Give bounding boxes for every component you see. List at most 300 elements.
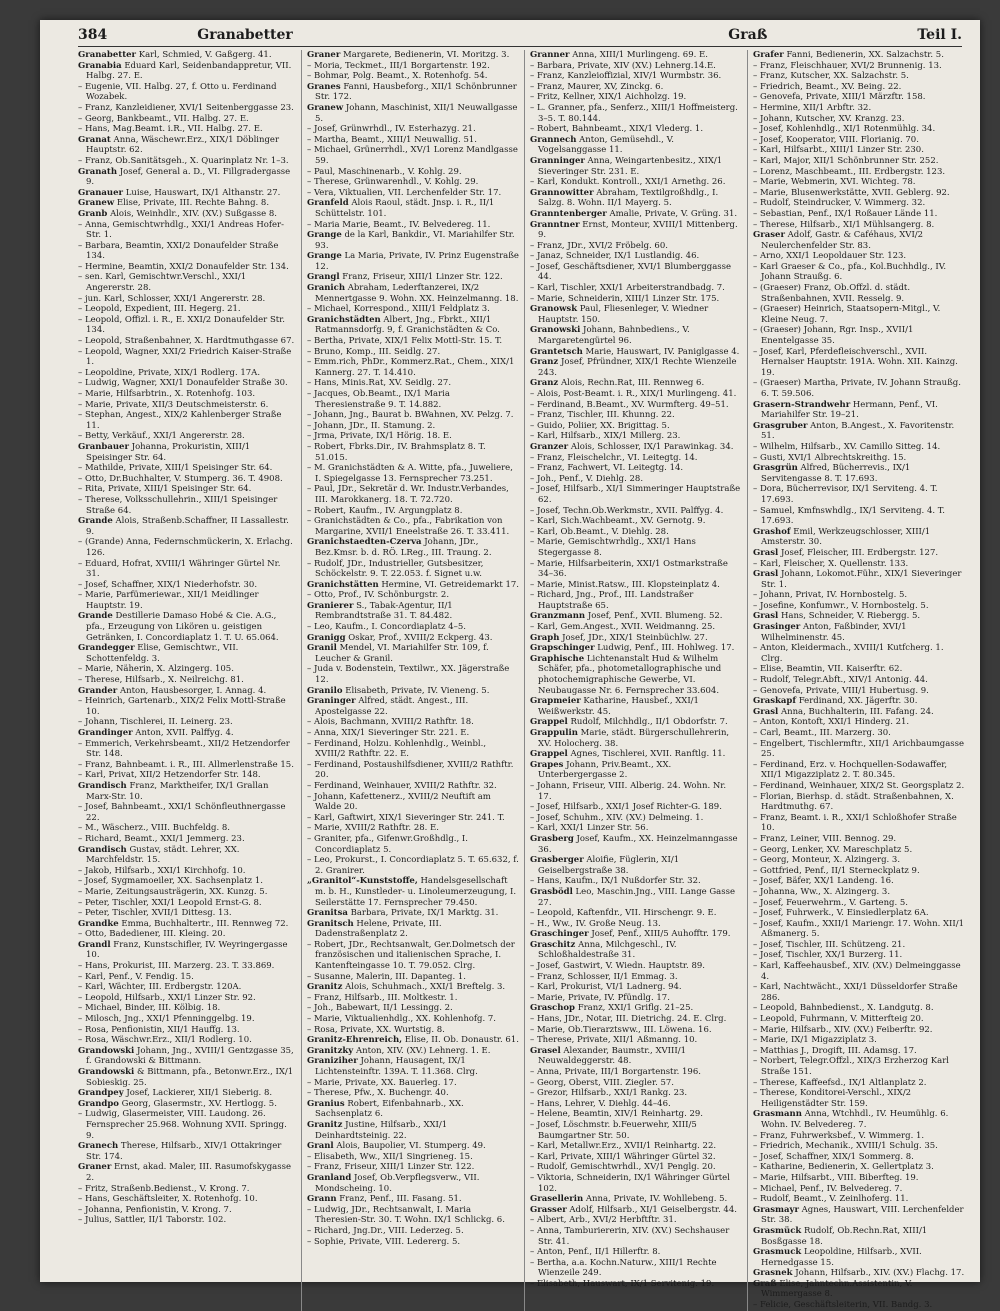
- directory-entry: – Stephan, Angest., XIX/2 Kahlenberger Straße 11.: [78, 410, 282, 431]
- directory-entry: – Marie, Minist.Ratsw., III. Klopsteinplatz 4.: [530, 579, 720, 590]
- directory-page: [40, 20, 980, 1311]
- directory-entry: – Marie, Schneiderin, XIII/1 Linzer Str. 175.: [530, 293, 720, 304]
- directory-entry: Graß Elise, Jahntechn.Assistentin, V. Wimmergasse 8.: [753, 1278, 913, 1300]
- column-3: [524, 50, 747, 1311]
- directory-entry: – Marie, XVIII/2 Rathftr. 28. E.: [307, 823, 439, 834]
- directory-entry: Granninger Anna, Weingartenbesitz., XIX/1 Sieveringer Str. 231. E.: [530, 155, 723, 177]
- directory-entry: – Josef, Gastwirt, V. Wiedn. Hauptstr. 89.: [530, 961, 705, 972]
- directory-entry: – Josef, Hilfsarb., XXI/1 Josef Richter-G. 189.: [530, 802, 722, 813]
- directory-entry: – Dora, Bücherrevisor, IX/1 Serviteng. 4. T. 17.693.: [753, 484, 938, 505]
- directory-entry: – Norbert, Telegr.Offzl., XIX/3 Erzherzog Karl Straße 151.: [753, 1056, 949, 1077]
- directory-entry: – Franz, Fleischelchr., VI. Leitegtg. 14.: [530, 452, 698, 463]
- directory-entry: – Marie, Hilfsarbeiterin, XXI/1 Ostmarkstraße 34–36.: [530, 558, 728, 580]
- directory-entry: – Franz, Bahnbeamt. i. R., III. Allmerlenstraße 15.: [78, 759, 294, 770]
- directory-entry: – Karl, Nachtwächt., XXI/1 Düsseldorfer Straße 286.: [753, 982, 958, 1003]
- directory-entry: – Josef, Karl, Pferdefleischverschl., XVII. Hernalser Hauptstr. 191A. Wohn. XII. Kainzg. 19.: [753, 346, 958, 378]
- directory-entry: Granitsa Barbara, Private, IX/1 Marktg. 31.: [307, 908, 499, 919]
- directory-entry: – Robert, Fbrks.Dir., IV. Brahmsplatz 8. T. 51.015.: [307, 441, 486, 463]
- page-number: 384: [78, 27, 108, 43]
- directory-entry: Granitsch Helene, Private, III. Dadenstraßenplatz 2.: [307, 918, 442, 940]
- directory-entry: – Gottfried, Penf., II/1 Sterneckplatz 9.: [753, 865, 920, 876]
- directory-entry: – Joh., Babewart, II/1 Lessingg. 2.: [307, 1003, 453, 1014]
- directory-entry: Grander Anton, Hausbesorger, I. Annag. 4.: [78, 685, 267, 696]
- directory-entry: Granilo Elisabeth, Private, IV. Vieneng. 5.: [307, 685, 490, 696]
- directory-entry: – Karl, Hilfsarbt., XIII/1 Linzer Str. 230.: [753, 145, 924, 156]
- directory-entry: – Franz, Fleischhauer, XVI/2 Brunnenig. 13.: [753, 60, 942, 71]
- directory-entry: – Richard, Beamt., XXI/1 Jemmerg. 23.: [78, 833, 245, 844]
- directory-entry: Granbauer Johanna, Prokuristin, XIII/1 Speisinger Str. 64.: [78, 441, 251, 463]
- directory-entry: – (Graeser) Martha, Private, IV. Johann Straußg. 6. T. 59.506.: [753, 378, 961, 399]
- directory-entry: – Elisabeth, Hauswart, IX/1 Servitenig. 19.: [530, 1278, 715, 1289]
- directory-entry: – Karl, Kaffeehausbef., XIV. (XV.) Delmeinggasse 4.: [753, 961, 961, 982]
- directory-entry: – Josef, Sygmamoeiler, XX. Sachsenplatz 1.: [78, 876, 263, 887]
- directory-entry: – Johann, Friseur, VIII. Alberig. 24. Wohn. Nr. 17.: [530, 780, 727, 802]
- directory-entry: Granius Robert, Eifenbahnarb., XX. Sachsenplatz 6.: [307, 1098, 464, 1120]
- directory-entry: – Michael, Grünerrhdl., XV/1 Lorenz Mandlgasse 59.: [307, 145, 518, 166]
- directory-entry: Graschop Franz, XXI/1 Griflg. 21–25.: [530, 1003, 694, 1014]
- directory-entry: Granitzky Anton, XIV. (XV.) Lehnerg. 1. E.: [307, 1045, 491, 1056]
- directory-entry: – Karl, Ob.Beamt., V. Diehlg. 28.: [530, 526, 669, 537]
- directory-entry: – Josef, Hilfsarb., XI/1 Simmeringer Hauptstraße 62.: [530, 484, 741, 505]
- directory-entry: – Jacques, Ob.Beamt., IX/1 Maria Theresienstraße 9. T. 14.882.: [307, 389, 450, 410]
- directory-entry: – Johann, Tischlerei, II. Leinerg. 23.: [78, 717, 233, 728]
- directory-entry: – Emmerich, Verkehrsbeamt., XII/2 Hetzendorfer Str. 148.: [78, 738, 290, 760]
- directory-entry: – (Grande) Anna, Federnschmückerin, X. Erlachg. 126.: [78, 537, 293, 558]
- directory-entry: Grasl Josef, Fleischer, III. Erdbergstr. 127.: [753, 547, 939, 558]
- directory-entry: Grasl Johann, Lokomot.Führ., XIX/1 Sieveringer Str. 1.: [753, 569, 962, 590]
- directory-entry: – Sophie, Private, VIII. Ledererg. 5.: [307, 1236, 461, 1247]
- directory-entry: – Marie, Blusenwerkstätte, XVII. Geblerg. 92.: [753, 187, 950, 198]
- directory-entry: – Leopold, Offizl. i. R., E. XXI/2 Donaufelder Str. 134.: [78, 314, 286, 336]
- directory-entry: Granew Johann, Maschinist, XII/1 Neuwallgasse 5.: [307, 102, 518, 124]
- directory-entry: – Guido, Poliier, XX. Brigittag. 5.: [530, 420, 670, 431]
- directory-entry: – Wilhelm, Hilfsarb., XV. Camillo Sitteg. 14.: [753, 441, 941, 452]
- directory-entry: Granauer Luise, Hauswart, IX/1 Althanstr. 27.: [78, 187, 281, 198]
- directory-entry: – Franz, Leiner, VIII. Bennog. 29.: [753, 833, 897, 844]
- directory-entry: – Marie, Private, XII/3 Deutschmeisterstr. 6.: [78, 399, 269, 410]
- directory-entry: – Susanne, Malerin, III. Dapanteg. 1.: [307, 971, 466, 982]
- directory-entry: – Peter, Tischler, XVII/1 Dittesg. 13.: [78, 908, 232, 919]
- directory-entry: – Karl, Sich.Wachbeamt., XV. Gernotg. 9.: [530, 516, 706, 527]
- directory-entry: Grande Destillerie Damaso Hobé & Cie. A.G., pfa., Erzeugung von Likören u. geistigen Getränken, I. Concordiaplatz 1. T. U. 65.064.: [78, 611, 279, 643]
- directory-entry: – M. Granichstädten & A. Witte, pfa., Juweliere, I. Spiegelgasse 13. Fernsprecher 73.251.: [307, 463, 513, 484]
- directory-entry: – Karl, XXI/1 Linzer Str. 56.: [530, 823, 649, 834]
- directory-entry: – Franz, Fuhrwerksbef., V. Wimmerg. 1.: [753, 1130, 925, 1141]
- directory-entry: – Johanna, Ww., X. Alzingerg. 3.: [753, 886, 891, 897]
- directory-entry: Graniziher Johann, Hausagent, IX/1 Lichtensteinftr. 139A. T. 11.368. Clrg.: [307, 1056, 478, 1077]
- directory-entry: – Franz, Ob.Sanitätsgeh., X. Quarinplatz Nr. 1–3.: [78, 155, 289, 166]
- directory-entry: – Carl, Beamt., III. Marzerg. 30.: [753, 728, 891, 738]
- directory-entry: – Karl, Kondukt. Kontroll., XXI/1 Arnethg. 26.: [530, 177, 726, 188]
- directory-entry: Grange La Maria, Private, IV. Prinz Eugenstraße 12.: [307, 251, 519, 272]
- directory-entry: Granigg Oskar, Prof., XVIII/2 Eckperg. 43.: [307, 632, 493, 643]
- directory-entry: – Vera, Viktualien, VII. Lerchenfelder Str. 17.: [307, 187, 502, 198]
- directory-entry: – Grezor, Hilfsarb., XXI/1 Rankg. 23.: [530, 1088, 688, 1099]
- directory-entry: – Felicie, Geschäftsleiterin, VII. Bandg. 3.: [753, 1300, 933, 1311]
- directory-entry: – Therese, Konditorei-Verschl., XIX/2 Heiligenstädter Str. 159.: [753, 1088, 912, 1109]
- directory-entry: Grashof Emil, Werkzeugschlosser, XIII/1 Amsterstr. 30.: [753, 526, 931, 548]
- directory-entry: – Michael, Korrespond., XIII/1 Feldplatz 3.: [307, 304, 490, 315]
- directory-entry: – Robert, Kaufm., IV. Argungplatz 8.: [307, 505, 463, 516]
- directory-entry: – Florian, Bierhsp. d. städt. Straßenbahnen, X. Hardtmuthg. 67.: [753, 791, 954, 813]
- directory-entry: – Viktoria, Schneiderin, IX/1 Währinger Gürtel 102.: [530, 1172, 730, 1194]
- directory-entry: Grangl Franz, Friseur, XIII/1 Linzer Str. 122.: [307, 272, 503, 283]
- directory-entry: Graph Josef, JDr., XIX/1 Steinbüchlw. 27.: [530, 632, 708, 643]
- directory-entry: – Karl, Fleischer, X. Quellenstr. 133.: [753, 558, 909, 569]
- directory-entry: – Helene, Beamtin, XIV/1 Reinhartg. 29.: [530, 1109, 703, 1120]
- directory-entry: – Leopold, Wagner, XXI/2 Friedrich Kaiser-Straße 1.: [78, 346, 292, 368]
- directory-entry: – Franz, Kanzleioffizial, XIV/1 Wurmbstr. 36.: [530, 71, 722, 82]
- directory-entry: – Elise, Beamtin, VII. Kaiserftr. 62.: [753, 664, 903, 675]
- directory-entry: – Granichstädten & Co., pfa., Fabrikation von Margarine, XVII/1 Eneelstraße 26. T. 33.411.: [307, 516, 510, 537]
- running-head-left: Granabetter: [197, 27, 293, 43]
- directory-entry: Granitz-Ehrenreich, Elise, II. Ob. Donaustr. 61.: [307, 1035, 519, 1046]
- directory-entry: Granb Alois, Weinhdlr., XIV. (XV.) Sußgasse 8.: [78, 208, 277, 219]
- directory-entry: „Granitol“-Kunststoffe, Handelsgesellschaft m. b. H., Kunstleder- u. Linoleumerzeugung, I. Seilerstätte 17. Fernsprecher 79.450.: [307, 876, 517, 908]
- directory-entry: Grasellerin Anna, Private, IV. Wohllebeng. 5.: [530, 1194, 728, 1205]
- directory-entry: Grandisch Franz, Marktheifer, IX/1 Grallan Marx-Str. 10.: [78, 780, 269, 802]
- directory-entry: – Engelbert, Tischlermftr., XII/1 Arichbaumgasse 25.: [753, 738, 965, 760]
- directory-entry: – Elisabeth, Ww., XII/1 Singrieneg. 15.: [307, 1151, 473, 1162]
- directory-entry: – Georg, Monteur, X. Alzingerg. 3.: [753, 855, 901, 866]
- directory-entry: – Janaz, Schneider, IX/1 Lustlandig. 46.: [530, 251, 700, 262]
- directory-entry: Granichstätten Hermine, VI. Getreidemarkt 17.: [307, 579, 519, 590]
- directory-entry: – Anna, Gemischtwrhdlg., XXI/1 Andreas Hofer-Str. 1.: [78, 219, 284, 241]
- directory-entry: – Hans, Prokurist, III. Marzerg. 23. T. 33.869.: [78, 961, 275, 972]
- directory-entry: – Josefine, Konfumwr., V. Hornbostelg. 5.: [753, 600, 929, 611]
- directory-entry: – Robert, JDr., Rechtsanwalt, Ger.Dolmetsch der französischen und italienischen Sprache, I. Kantenfteingasse 10. T. 79.052. Clrg.: [307, 939, 515, 972]
- directory-entry: – Arno, XXI/1 Leopoldauer Str. 123.: [753, 251, 907, 262]
- directory-entry: – Sebastian, Penf., IX/1 Roßauer Lände 11.: [753, 208, 938, 219]
- directory-entry: – Georg, Lenker, XV. Mareschplatz 5.: [753, 844, 913, 855]
- directory-entry: Grandowski & Bittmann, pfa., Betonwr.Erz., IX/1 Sobieskig. 25.: [78, 1067, 294, 1088]
- directory-entry: Grappel Rudolf, Milchhdlg., II/1 Obdorfstr. 7.: [530, 717, 728, 728]
- directory-entry: – Otto, Prof., IV. Schönburgstr. 2.: [307, 590, 450, 601]
- directory-entry: – Karl, Major, XII/1 Schönbrunner Str. 252.: [753, 155, 939, 166]
- directory-entry: – Albert, Arb., XVI/2 Herbftftr. 31.: [530, 1215, 677, 1226]
- directory-entry: – Anton, Penf., II/1 Hillerftr. 8.: [530, 1247, 661, 1258]
- directory-entry: Grandpo Georg, Glasermstr., XV. Hertlogg. 5.: [78, 1098, 277, 1109]
- directory-entry: – Robert, Bahnbeamt., XIX/1 Vlederg. 1.: [530, 124, 704, 135]
- directory-entry: Graphische Lichtenanstalt Hud & Wilhelm Schäfer, pfa., photometallographische und photochemigraphische Gewerbe, VI. Neubaugasse Nr. 6. Fernsprecher 33.604.: [530, 653, 722, 696]
- directory-entry: – Hermine, XII/1 Arbftr. 32.: [753, 102, 872, 113]
- directory-entry: – Rosa, Private, XX. Wurtstig. 8.: [307, 1024, 445, 1035]
- directory-entry: – Johann, Kutscher, XV. Kranzg. 23.: [753, 113, 905, 124]
- directory-entry: – Josef, Techn.Ob.Werkmstr., XVII. Palffyg. 4.: [530, 505, 724, 516]
- column-4: [747, 50, 970, 1311]
- directory-entry: Grandegger Elise, Gemischtwr., VII. Schottenfeldg. 3.: [78, 643, 239, 664]
- directory-entry: – Marie, Zeitungsausträgerin, XX. Kunzg. 5.: [78, 886, 268, 897]
- directory-entry: – Barbara, Beamtin, XXI/2 Donaufelder Straße 134.: [78, 240, 279, 262]
- directory-entry: Grandinger Anton, XVII. Palffyg. 4.: [78, 728, 234, 738]
- directory-entry: Grannowitter Abraham, Textilgroßhdlg., I. Salzg. 8. Wohn. II/1 Mayerg. 5.: [530, 187, 719, 209]
- directory-entry: – (Graeser) Johann, Rgr. Insp., XVII/1 Enentelgasse 35.: [753, 325, 914, 347]
- directory-entry: – Leopold, Bahnbedienst., X. Landgutg. 8.: [753, 1003, 934, 1014]
- directory-entry: – Franz, Kutscher, XX. Salzachstr. 5.: [753, 71, 909, 82]
- directory-entry: Granzmann Josef, Penf., XVII. Blumeng. 52.: [530, 611, 723, 622]
- directory-entry: Graser Adolf, Gastr. & Caféhaus, XVI/2 Neulerchenfelder Str. 83.: [753, 230, 924, 251]
- directory-entry: – jun. Karl, Schlosser, XXI/1 Angererstr. 28.: [78, 293, 266, 304]
- directory-entry: – Rudolf, Telegr.Abft., XIV/1 Antonig. 44.: [753, 675, 928, 686]
- directory-entry: – Hans, Geschäftsleiter, X. Rotenhofg. 10.: [78, 1194, 258, 1205]
- directory-entry: – Josef, Kaufm., XXII/1 Mariengr. 17. Wohn. XII/1 Aßmanerg. 5.: [753, 918, 965, 940]
- page-header: [78, 24, 962, 47]
- directory-entry: Grasern-Strandwehr Hermann, Penf., VI. Mariahilfer Str. 19–21.: [753, 399, 938, 421]
- directory-entry: Grasmuck Leopoldine, Hilfsarb., XVII. Hernedgasse 15.: [753, 1247, 922, 1268]
- directory-entry: – Josef, Bahnbeamt., XXI/1 Schönfleuthnergasse 22.: [78, 802, 286, 823]
- directory-entry: – Josef, Bäfer, XX/1 Landeng. 16.: [753, 876, 894, 887]
- directory-entry: – Bohmar, Polg. Beamt., X. Rotenhofg. 54.: [307, 71, 488, 82]
- directory-entry: – Ludwig, Wagner, XXI/1 Donaufelder Straße 30.: [78, 378, 288, 389]
- directory-entry: – (Graeser) Franz, Ob.Offzl. d. städt. Straßenbahnen, XVII. Resselg. 9.: [753, 283, 911, 304]
- directory-entry: – Josef, Kooperator, VIII. Florianig. 70.: [753, 134, 919, 145]
- directory-entry: – Rudolf, Beamt., V. Zeinlhoferg. 11.: [753, 1194, 909, 1205]
- directory-entry: – Betty, Verkäuf., XXI/1 Angererstr. 28.: [78, 431, 245, 442]
- directory-entry: – Paul, Maschinenarb., V. Kohlg. 29.: [307, 166, 462, 177]
- directory-entry: Granichstädten Albert, Jng., Fbrkt., XII/1 Ratmannsdorfg. 9, f. Granichstädten & Co.: [307, 314, 500, 336]
- directory-entry: – Josef, Schuhm., XIV. (XV.) Delmeing. 1.: [530, 812, 704, 823]
- directory-entry: – Josef, Kohlenhdlg., XI/1 Rotenmühlg. 34.: [753, 124, 936, 135]
- directory-entry: – Franz, Schlosser, II/1 Emmag. 3.: [530, 971, 678, 982]
- directory-entry: – Franz, Friseur, XIII/1 Linzer Str. 122.: [307, 1162, 475, 1173]
- directory-entry: – Franz, JDr., XVI/2 Fröbelg. 60.: [530, 240, 668, 251]
- directory-entry: – Franz, Fachwert, VI. Leitegtg. 14.: [530, 463, 684, 474]
- directory-entry: Grasel Alexander, Baumstr., XVIII/1 Neuwaldeggerstr. 48.: [530, 1045, 686, 1067]
- directory-entry: Granat Anna, Wäschewr.Erz., XIX/1 Döblinger Hauptstr. 62.: [78, 134, 280, 156]
- directory-entry: – Leo, Prokurst., I. Concordiaplatz 5. T. 65.632, f. 2. Granirer.: [307, 855, 519, 876]
- directory-entry: – Marie, IX/1 Migazziplatz 3.: [753, 1035, 877, 1046]
- directory-entry: Granowsk Paul, Fliesenleger, V. Wiedner Hauptstr. 150.: [530, 304, 709, 325]
- directory-entry: – Hans, Lehrer, V. Diehlg. 44–46.: [530, 1098, 671, 1109]
- directory-entry: – H., Ww., IV. Große Neug. 13.: [530, 918, 661, 929]
- directory-entry: – Hans, Kaufm., IX/1 Nußdorfer Str. 32.: [530, 876, 701, 887]
- directory-entry: Grann Franz, Penf., III. Fasang. 51.: [307, 1194, 462, 1205]
- directory-entry: – Therese, Volksschullehrin., XIII/1 Speisinger Straße 64.: [78, 494, 278, 516]
- directory-entry: Granes Fanni, Hausbeforg., XII/1 Schönbrunner Str. 172.: [307, 81, 517, 103]
- directory-entry: Grasbödl Leo, Maschin.Jng., VIII. Lange Gasse 27.: [530, 886, 736, 908]
- directory-entry: – Marie, Ob.Tierarztsww., III. Löwena. 16.: [530, 1024, 712, 1035]
- directory-entry: Grandowski Johann, Jng., XVIII/1 Gentzgasse 35, f. Grandowski & Bittmann.: [78, 1045, 294, 1067]
- directory-entry: Granabia Eduard Karl, Seidenbandappretur, VII. Halbg. 27. E.: [78, 60, 292, 82]
- directory-entry: – Marie, Webmerin, XVI. Wichteg. 78.: [753, 177, 916, 188]
- directory-entry: – Bruno, Komp., III. Seidlg. 27.: [307, 346, 441, 357]
- directory-entry: Grapschinger Ludwig, Penf., III. Hohlweg. 17.: [530, 643, 735, 654]
- directory-entry: Grannech Anton, Gemüsehdl., V. Vogelsanggasse 11.: [530, 134, 674, 156]
- directory-entry: – Therese, Hilfsarb., X. Neilreichg. 81.: [78, 675, 244, 686]
- directory-entry: – Matthias J., Drogift, III. Adamsg. 17.: [753, 1045, 917, 1056]
- directory-entry: Graskapf Ferdinand, XX. Jägerftr. 30.: [753, 696, 918, 707]
- directory-entry: – Anna, Private, III/1 Borgartenstr. 196.: [530, 1067, 701, 1077]
- directory-entry: – Josef, Geschäftsdiener, XVI/1 Blumberggasse 44.: [530, 261, 732, 283]
- directory-entry: – Marie, Hilfsarbtrin., X. Rotenhofg. 103.: [78, 389, 256, 399]
- directory-entry: Grasmann Anna, Wtchhdl., IV. Heumühlg. 6. Wohn. IV. Belvedereg. 7.: [753, 1109, 949, 1130]
- directory-entry: Grasmayr Agnes, Hauswart, VIII. Lerchenfelder Str. 38.: [753, 1204, 964, 1226]
- directory-entry: Grasmück Rudolf, Ob.Rechn.Rat, XIII/1 Bosßgasse 18.: [753, 1225, 928, 1247]
- directory-entry: Grange de la Karl, Bankdir., VI. Mariahilfer Str. 93.: [307, 230, 515, 251]
- directory-entry: – Fritz, Straßenb.Bedienst., V. Krong. 7.: [78, 1183, 250, 1194]
- directory-entry: – Bertha, a.a. Kochn.Naturw., XIII/1 Rechte Wienzeile 249.: [530, 1257, 717, 1279]
- directory-entry: Grasgrün Alfred, Bücherrevis., IX/1 Servitengasse 8. T. 17.693.: [753, 463, 911, 484]
- directory-entry: – Ferdinand, B.Beamt., XV. Wurmfterg. 49–51.: [530, 399, 729, 410]
- directory-entry: – Michael, Penf., IV. Belvedereg. 7.: [753, 1183, 903, 1194]
- directory-entry: Granowski Johann, Bahnbediens., V. Margaretengürtel 96.: [530, 325, 690, 347]
- directory-entry: Grandpey Josef, Lackierer, XII/1 Sieberig. 8.: [78, 1088, 273, 1099]
- directory-entry: – Martha, Beamt., XIII/1 Neuwallig. 51.: [307, 134, 477, 145]
- directory-entry: – sen. Karl, Gemischtwr.Verschl., XXI/1 Angererstr. 28.: [78, 272, 247, 294]
- directory-entry: Grapes Johann, Priv.Beamt., XX. Unterbergergasse 2.: [530, 759, 672, 781]
- directory-entry: Graner Ernst, akad. Maler, III. Rasumofskygasse 2.: [78, 1162, 291, 1183]
- directory-entry: – Leo, Kaufm., I. Concordiaplatz 4–5.: [307, 622, 466, 633]
- directory-entry: – Marie, Private, XX. Bauerleg. 17.: [307, 1077, 457, 1088]
- directory-entry: – Alois, Post-Beamt. i. R., XIX/1 Murlingeng. 41.: [530, 389, 737, 399]
- directory-entry: – Johann, Kafettenerz., XVIII/2 Neuftift am Walde 20.: [307, 791, 491, 813]
- directory-entry: – L. Granner, pfa., Senferz., XIII/1 Hoffmeisterg. 3–5. T. 80.144.: [530, 102, 738, 124]
- directory-entry: Grandl Franz, Kunstschifler, IV. Weyringergasse 10.: [78, 939, 288, 961]
- column-2: [301, 50, 524, 1311]
- directory-entry: Granntenberger Amalie, Private, V. Grüng. 31.: [530, 208, 738, 219]
- directory-entry: – Hans, JDr., Notar, III. Dietrichg. 24. E. Clrg.: [530, 1014, 727, 1025]
- directory-entry: – Karl, Wächter, III. Erdbergstr. 120A.: [78, 982, 242, 993]
- directory-entry: – Michael, Binder, III. Kölbig. 18.: [78, 1003, 221, 1014]
- directory-entry: – Anton, Kleidermach., XVIII/1 Kutfcherg. 1. Clrg.: [753, 643, 944, 664]
- directory-entry: – Genovefa, Private, XIII/1 Märzftr. 158.: [753, 92, 926, 103]
- directory-entry: – Leopold, Hilfsarb., XXI/1 Linzer Str. 92.: [78, 992, 256, 1003]
- directory-entry: Grandke Emma, Buchhaltertr., III. Rennweg 72.: [78, 918, 289, 929]
- directory-entry: Graninger Alfred, städt. Angest., III. Apostelgasse 22.: [307, 696, 469, 717]
- directory-entry: – Georg, Oberst, VIII. Ziegler. 57.: [530, 1077, 674, 1088]
- directory-entry: – Johann, Privat, IV. Hornbostelg. 5.: [753, 590, 908, 601]
- directory-entry: Granitz Justine, Hilfsarb., XXI/1 Deinhardtsteinig. 22.: [307, 1119, 448, 1141]
- directory-entry: – Friedrich, Mechanik., XVIII/1 Schulg. 35.: [753, 1141, 938, 1152]
- directory-entry: – Georg, Bankbeamt., VII. Halbg. 27. E.: [78, 113, 249, 124]
- directory-entry: Grappulin Marie, städt. Bürgerschullehrerin, XV. Holocherg. 38.: [530, 728, 730, 749]
- directory-entry: – Therese, Kaffeefsd., IX/1 Altlanplatz 2.: [753, 1077, 927, 1088]
- directory-entry: Graschitz Anna, Milchgeschl., IV. Schloßhaldestraße 31.: [530, 939, 677, 961]
- directory-entry: Granew Elise, Private, III. Rechte Bahng. 8.: [78, 198, 270, 209]
- directory-entry: – Josef, Schaffner, XIX/1 Niederhofstr. 30.: [78, 579, 258, 590]
- directory-entry: – Josef, Feuerwehrm., V. Garteng. 5.: [753, 897, 909, 908]
- directory-entry: – Therese, Hilfsarb., XI/1 Mühlsangerg. 8.: [753, 219, 935, 230]
- entry-columns: [78, 50, 970, 1311]
- directory-entry: – Richard, Jng.Dr., VIII. Lederzeg. 5.: [307, 1225, 464, 1236]
- directory-entry: Granl Alois, Baupolier, VI. Stumperg. 49.: [307, 1141, 486, 1152]
- directory-entry: Grappel Agnes, Tischlerei, XVII. Ranftlg. 11.: [530, 749, 726, 760]
- running-head-right: Graß: [728, 27, 768, 43]
- directory-entry: Granntner Ernst, Monteur, XVIII/1 Mittenberg. 9.: [530, 219, 738, 241]
- directory-entry: – Jakob, Hilfsarb., XXI/1 Kirchhofg. 10.: [78, 865, 246, 876]
- directory-entry: – Franz, Tischler, III. Khunng. 22.: [530, 410, 675, 421]
- directory-entry: – Ferdinand, Holzu. Kohlenhdlg., Weinbl., XVIII/2 Rathftr. 22. E.: [307, 738, 487, 760]
- directory-entry: – Rudolf, JDr., Industrieller, Gutsbesitzer, Schöckelstr. 9. T. 22.053. f. Signet u.w.: [307, 558, 484, 580]
- directory-entry: – Karl Graeser & Co., pfa., Kol.Buchhdlg., IV. Johann Straußg. 6.: [753, 261, 947, 283]
- directory-entry: – Bertha, Private, XIX/1 Felix Mottl-Str. 15. T.: [307, 336, 503, 347]
- directory-entry: Granzer Alois, Schlosser, IX/1 Parawinkag. 34.: [530, 441, 734, 452]
- directory-entry: – Otto, Badediener, III. Kleing. 20.: [78, 929, 226, 940]
- directory-entry: – Barbara, Private, XIV (XV.) Lehnerg.14.E.: [530, 60, 716, 71]
- directory-entry: – Johann, JDr., II. Stamung. 2.: [307, 420, 436, 431]
- directory-entry: Granil Mendel, VI. Mariahilfer Str. 109, f. Leucher & Granil.: [307, 643, 489, 664]
- directory-entry: Grantetsch Marie, Hauswart, IV. Paniglgasse 4.: [530, 346, 740, 357]
- directory-entry: – Paul, JDr., Sekretär d. Wr. Industr.Verbandes, III. Marokkanerg. 18. T. 72.720.: [307, 484, 509, 505]
- directory-entry: – Anton, Kontoft, XXI/1 Hinderg. 21.: [753, 717, 910, 728]
- directory-entry: – Josef, Löschmstr. b.Feuerwehr, XIII/5 Baumgartner Str. 50.: [530, 1119, 697, 1141]
- directory-entry: – Fritz, Kellner, XIX/1 Aichholzg. 19.: [530, 92, 687, 103]
- directory-entry: – (Graeser) Heinrich, Staatsopern-Mitgl., V. Kleine Neug. 7.: [753, 304, 941, 325]
- directory-entry: – Ferdinand, Postaushilfsdiener, XVIII/2 Rathftr. 20.: [307, 759, 514, 781]
- directory-entry: – Graniter, pfa., Gifenwr.Großhdlg., I. Concordiaplatz 5.: [307, 833, 468, 855]
- directory-entry: Granland Josef, Ob.Verpflegsverw., VII. Mondscheing. 10.: [307, 1172, 480, 1194]
- directory-entry: – Anna, Tamburiererin, XIV. (XV.) Sechshauser Str. 41.: [530, 1225, 730, 1247]
- directory-entry: Granichstaedten-Czerva Johann, JDr., Bez.Kmsr. b. d. RÖ. LReg., III. Traung. 2.: [307, 537, 492, 558]
- directory-entry: – Rudolf, Steindrucker, V. Wimmerg. 32.: [753, 198, 926, 209]
- directory-entry: – Marie, Viktualienhdlg., XX. Kohlenhofg. 7.: [307, 1014, 497, 1025]
- directory-entry: – Karl, Private, XIII/1 Währinger Gürtel 32.: [530, 1151, 716, 1162]
- directory-entry: – Eduard, Hofrat, XVIII/1 Währinger Gürtel Nr. 31.: [78, 558, 281, 580]
- directory-entry: – Ferdinand, Weinhauer, XIX/2 St. Georgsplatz 2.: [753, 780, 965, 791]
- directory-entry: Grandisch Gustav, städt. Lehrer, XX. Marchfeldstr. 15.: [78, 844, 240, 866]
- directory-entry: – Therese, Private, XII/1 Aßmanng. 10.: [530, 1035, 698, 1046]
- directory-entry: – Friedrich, Beamt., XV. Being. 22.: [753, 81, 902, 92]
- directory-entry: Grasl Hans, Schneider, V. Riebergg. 5.: [753, 611, 921, 622]
- directory-entry: Grafer Fanni, Bedienerin, XX. Salzachstr. 5.: [753, 50, 944, 60]
- directory-entry: Granz Josef, Pfründner, XIX/1 Rechte Wienzeile 243.: [530, 357, 737, 378]
- directory-entry: – Anna, XIX/1 Sieveringer Str. 221. E.: [307, 728, 470, 738]
- directory-entry: – Rosa, Penfionistin, XII/1 Hauffg. 13.: [78, 1024, 240, 1035]
- directory-entry: Graschinger Josef, Penf., XIII/5 Auhofftr. 179.: [530, 929, 731, 940]
- directory-entry: – Julius, Sattler, II/1 Taborstr. 102.: [78, 1215, 227, 1226]
- directory-entry: – Karl, Metallwr.Erz., XVII/1 Reinhartg. 22.: [530, 1141, 717, 1152]
- directory-entry: – Karl, Gaftwirt, XIX/1 Sieveringer Str. 241. T.: [307, 812, 505, 823]
- directory-entry: – Mathilde, Private, XIII/1 Speisinger Str. 64.: [78, 463, 273, 474]
- part-label: Teil I.: [917, 27, 962, 43]
- directory-entry: Grasgruber Anton, B.Angest., X. Favoritenstr. 51.: [753, 420, 955, 442]
- directory-entry: – Franz, Beamt. i. R., XXI/1 Schloßhofer Straße 10.: [753, 812, 957, 834]
- directory-entry: – Franz, Maurer, XV, Zinckg. 6.: [530, 81, 664, 92]
- directory-entry: – Karl, Hilfsarb., XIX/1 Millerg. 23.: [530, 431, 681, 442]
- directory-entry: – Therese, Pfw., X. Buchengr. 40.: [307, 1088, 449, 1099]
- directory-entry: Granath Josef, General a. D., VI. Fillgradergasse 9.: [78, 166, 291, 188]
- directory-entry: – Gusti, XVI/1 Albrechtskreithg. 15.: [753, 452, 907, 463]
- directory-entry: – M., Wäscherz., VIII. Buchfeldg. 8.: [78, 823, 230, 834]
- directory-entry: – Josef, Tischler, XX/1 Burzerg. 11.: [753, 950, 903, 961]
- directory-entry: – Leopold, Straßenbahner, X. Hardtmuthgasse 67.: [78, 336, 295, 347]
- directory-entry: – Leopold, Kaftenfdr., VII. Hirschengr. 9. E.: [530, 908, 717, 919]
- directory-entry: – Josef, Tischler, III. Schützeng. 21.: [753, 939, 906, 950]
- directory-entry: Granabetter Karl, Schmied, V. Gaßgerg. 41.: [78, 50, 272, 60]
- directory-entry: Grasnek Johann, Hilfsarb., XIV. (XV.) Flachg. 17.: [753, 1268, 965, 1279]
- directory-entry: – Moria, Teckmet., III/1 Borgartenstr. 192.: [307, 60, 490, 71]
- directory-entry: – Marie, Parfümeriewar., XII/1 Meidlinger Hauptstr. 19.: [78, 590, 259, 611]
- directory-entry: – Eugenie, VII. Halbg. 27, f. Otto u. Ferdinand Wozabek.: [78, 81, 277, 103]
- directory-entry: Granitz Alois, Schuhmach., XXI/1 Breftelg. 3.: [307, 982, 506, 993]
- directory-entry: – Ludwig, JDr., Rechtsanwalt, I. Maria Theresien-Str. 30. T. Wohn. IX/1 Schlickg. 6.: [307, 1204, 505, 1226]
- directory-entry: – Heinrich, Gartenarb., XIX/2 Felix Mottl-Straße 10.: [78, 696, 286, 717]
- directory-entry: – Ludwig, Glasermeister, VIII. Laudong. 26. Fernsprecher 25.968. Wohnung XVII. Springg. 9.: [78, 1109, 287, 1141]
- directory-entry: Granfeld Alois Raoul, städt. Jnsp. i. R., II/1 Schüttelstr. 101.: [307, 198, 495, 219]
- directory-entry: – Juda v. Bodenstein, Textilwr., XX. Jägerstraße 12.: [307, 664, 510, 686]
- directory-entry: – Lorenz, Maschbeamt., III. Erdbergstr. 123.: [753, 166, 946, 177]
- directory-entry: – Emm.rich, PhDr., Kommerz.Rat., Chem., XIX/1 Kannerg. 27. T. 14.410.: [307, 357, 515, 378]
- directory-entry: – Marie, Hilfsarb., XIV. (XV.) Feiberftr. 92.: [753, 1024, 933, 1035]
- directory-entry: – Alois, Bachmann, XVIII/2 Rathftr. 18.: [307, 717, 474, 728]
- directory-entry: Grasberg Josef, Kaufm., XX. Heinzelmanngasse 36.: [530, 833, 738, 855]
- directory-entry: Grapmeier Katharine, Hausbef., XXI/1 Weißwerkstr. 45.: [530, 696, 699, 717]
- directory-entry: Granner Anna, XIII/1 Murlingeng. 69. E.: [530, 50, 708, 60]
- directory-entry: Granz Alois, Rechn.Rat, III. Rennweg 6.: [530, 378, 705, 389]
- directory-entry: – Milosch, Jng., XXI/1 Pfenninggelbg. 19.: [78, 1014, 255, 1025]
- directory-entry: – Richard, Jng., Prof., III. Landstraßer Hauptstraße 65.: [530, 590, 694, 611]
- directory-entry: – Marie, Private, IV. Pfündlg. 17.: [530, 992, 670, 1003]
